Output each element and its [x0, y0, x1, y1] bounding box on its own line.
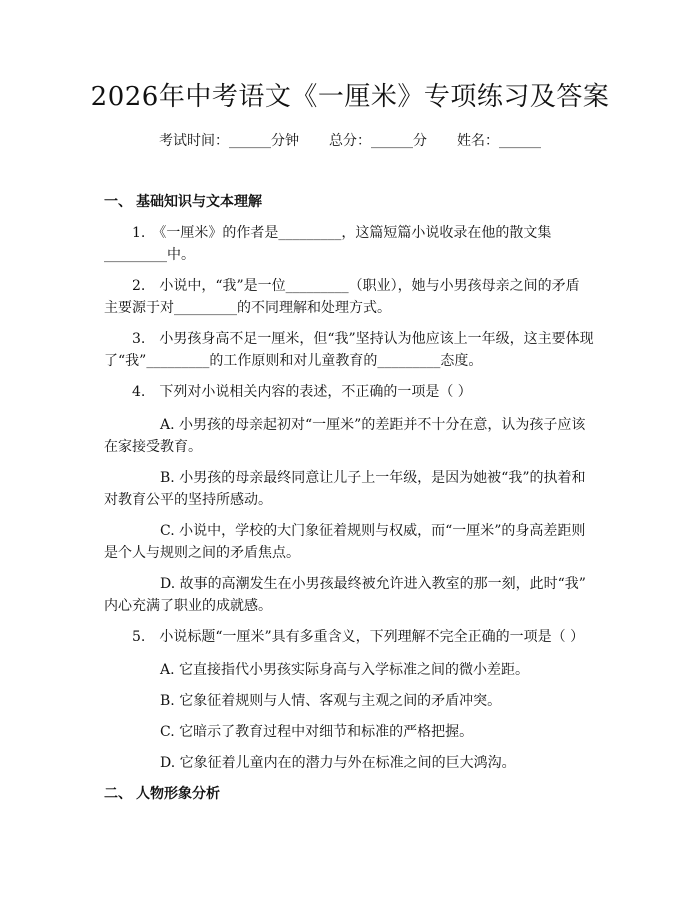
- option-text-line: 在家接受教育。: [104, 439, 202, 455]
- question-3: [104, 328, 596, 372]
- question-stem: 4. 下列对小说相关内容的表述，不正确的一项是（ ）: [132, 384, 472, 400]
- question-text-line: 2. 小说中，“我”是一位_________（职业），她与小男孩母亲之间的矛盾: [132, 278, 580, 294]
- exam-time: 考试时间：______分钟: [159, 133, 299, 149]
- exam-info-line: [0, 131, 700, 151]
- q4-option-b: [104, 467, 596, 511]
- section-title: 基础知识与文本理解: [136, 194, 262, 210]
- q5-option-d: D. 它象征着儿童内在的潜力与外在标准之间的巨大鸿沟。: [160, 755, 516, 771]
- option-text-line: C. 小说中，学校的大门象征着规则与权威，而“一厘米”的身高差距则: [160, 523, 586, 539]
- section-heading-2: [104, 784, 220, 804]
- section-title: 人物形象分析: [136, 786, 220, 802]
- question-1: [104, 222, 596, 266]
- total-score: 总分：______分: [329, 133, 427, 149]
- q5-option-a: A. 它直接指代小男孩实际身高与入学标准之间的微小差距。: [160, 662, 530, 678]
- question-text-line: _________中。: [104, 247, 195, 263]
- option-text-line: A. 小男孩的母亲起初对“一厘米”的差距并不十分在意，认为孩子应该: [160, 417, 586, 433]
- option-text-line: B. 小男孩的母亲最终同意让儿子上一年级，是因为她被“我”的执着和: [160, 470, 586, 486]
- option-text-line: 是个人与规则之间的矛盾焦点。: [104, 545, 300, 561]
- section-number: 二、: [104, 786, 132, 802]
- option-text-line: 对教育公平的坚持所感动。: [104, 492, 272, 508]
- question-text-line: 3. 小男孩身高不足一厘米，但“我”坚持认为他应该上一年级，这主要体现: [132, 331, 594, 347]
- section-heading-1: [104, 192, 262, 212]
- q4-option-a: [104, 414, 596, 458]
- question-text-line: 主要源于对_________的不同理解和处理方式。: [104, 300, 391, 316]
- question-5: [104, 626, 596, 648]
- question-stem: 5. 小说标题“一厘米”具有多重含义，下列理解不完全正确的一项是（ ）: [132, 629, 585, 645]
- question-4: [104, 381, 596, 403]
- question-text-line: 了“我”_________的工作原则和对儿童教育的_________态度。: [104, 353, 483, 369]
- q5-option-b: B. 它象征着规则与人情、客观与主观之间的矛盾冲突。: [160, 693, 502, 709]
- student-name: 姓名：______: [457, 133, 541, 149]
- option-text-line: D. 故事的高潮发生在小男孩最终被允许进入教室的那一刻，此时“我”: [160, 576, 586, 592]
- q4-option-d: [104, 573, 596, 617]
- q5-option-c: C. 它暗示了教育过程中对细节和标准的严格把握。: [160, 724, 474, 740]
- page-title: 2026年中考语文《一厘米》专项练习及答案: [90, 82, 610, 112]
- question-text-line: 1. 《一厘米》的作者是_________，这篇短篇小说收录在他的散文集: [132, 225, 552, 241]
- question-2: [104, 275, 596, 319]
- section-number: 一、: [104, 194, 132, 210]
- option-text-line: 内心充满了职业的成就感。: [104, 598, 272, 614]
- q4-option-c: [104, 520, 596, 564]
